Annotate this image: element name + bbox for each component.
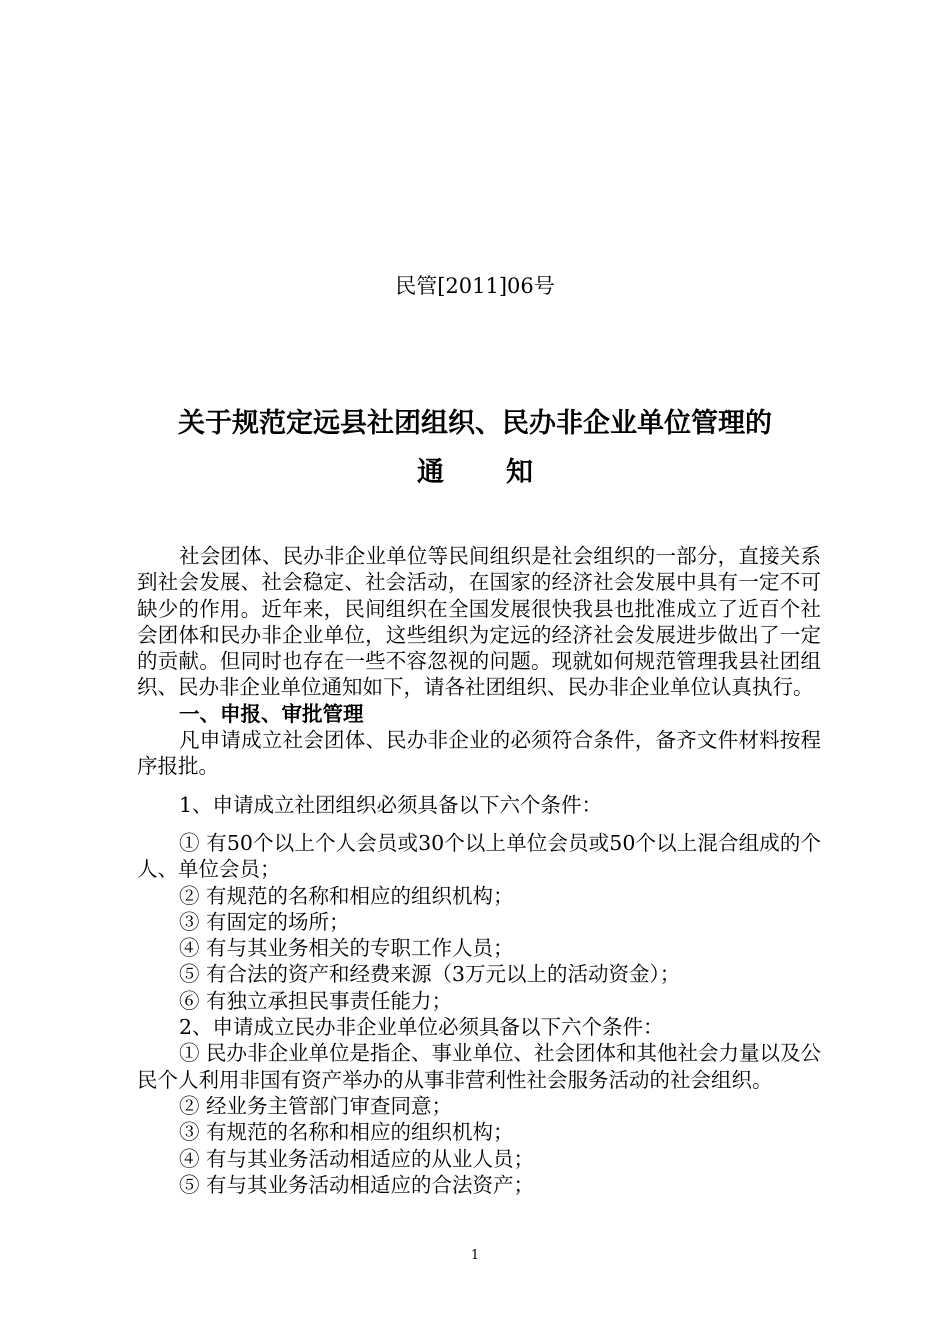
- item1-list-item: ⑥ 有独立承担民事责任能力；: [179, 988, 453, 1013]
- section1-heading: 一、申报、审批管理: [179, 701, 364, 726]
- document-title-line2: [0, 456, 950, 490]
- intro-paragraph: 社会团体、民办非企业单位等民间组织是社会组织的一部分，直接关系到社会发展、社会稳定、社会活动，在国家的经济社会发展中具有一定不可缺少的作用。近年来，民间组织在全国发展很快我县也批准成立了近百个社会团体和民办非企业单位，这些组织为定远的经济社会发展进步做出了一定的贡献。但同时也存在一些不容忽视的问题。现就如何规范管理我县社团组织、民办非企业单位通知如下，请各社团组织、民办非企业单位认真执行。: [137, 544, 821, 700]
- page-number: 1: [470, 1248, 480, 1263]
- item1-list-item: ② 有规范的名称和相应的组织机构；: [179, 883, 514, 908]
- item1-heading: 1、申请成立社团组织必须具备以下六个条件：: [179, 792, 603, 817]
- item2-list-item: ① 民办非企业单位是指企、事业单位、社会团体和其他社会力量以及公民个人利用非国有资产举办的从事非营利性社会服务活动的社会组织。: [137, 1041, 822, 1092]
- item2-heading: 2、申请成立民办非企业单位必须具备以下六个条件：: [179, 1015, 664, 1040]
- title-char-tong: 通: [417, 457, 444, 488]
- item1-list-item: ④ 有与其业务相关的专职工作人员；: [179, 936, 514, 961]
- item2-list-item: ⑤ 有与其业务活动相适应的合法资产；: [179, 1172, 535, 1197]
- document-number: 民管[2011]06号: [395, 274, 555, 298]
- item1-list-item: ⑤ 有合法的资产和经费来源（3万元以上的活动资金）；: [179, 962, 681, 987]
- item1-list-item: ③ 有固定的场所；: [179, 909, 350, 934]
- document-title-line1: 关于规范定远县社团组织、民办非企业单位管理的: [178, 408, 772, 439]
- title-char-zhi: 知: [506, 457, 533, 488]
- item2-list-item: ② 经业务主管部门审查同意；: [179, 1093, 453, 1118]
- section1-intro: 凡申请成立社会团体、民办非企业的必须符合条件，备齐文件材料按程序报批。: [137, 728, 821, 779]
- document-body: [137, 543, 821, 1198]
- item1-list-item: ① 有50个以上个人会员或30个以上单位会员或50个以上混合组成的个人、单位会员；: [137, 830, 821, 882]
- item2-list-item: ③ 有规范的名称和相应的组织机构；: [179, 1120, 514, 1145]
- item2-list-item: ④ 有与其业务活动相适应的从业人员；: [179, 1146, 535, 1171]
